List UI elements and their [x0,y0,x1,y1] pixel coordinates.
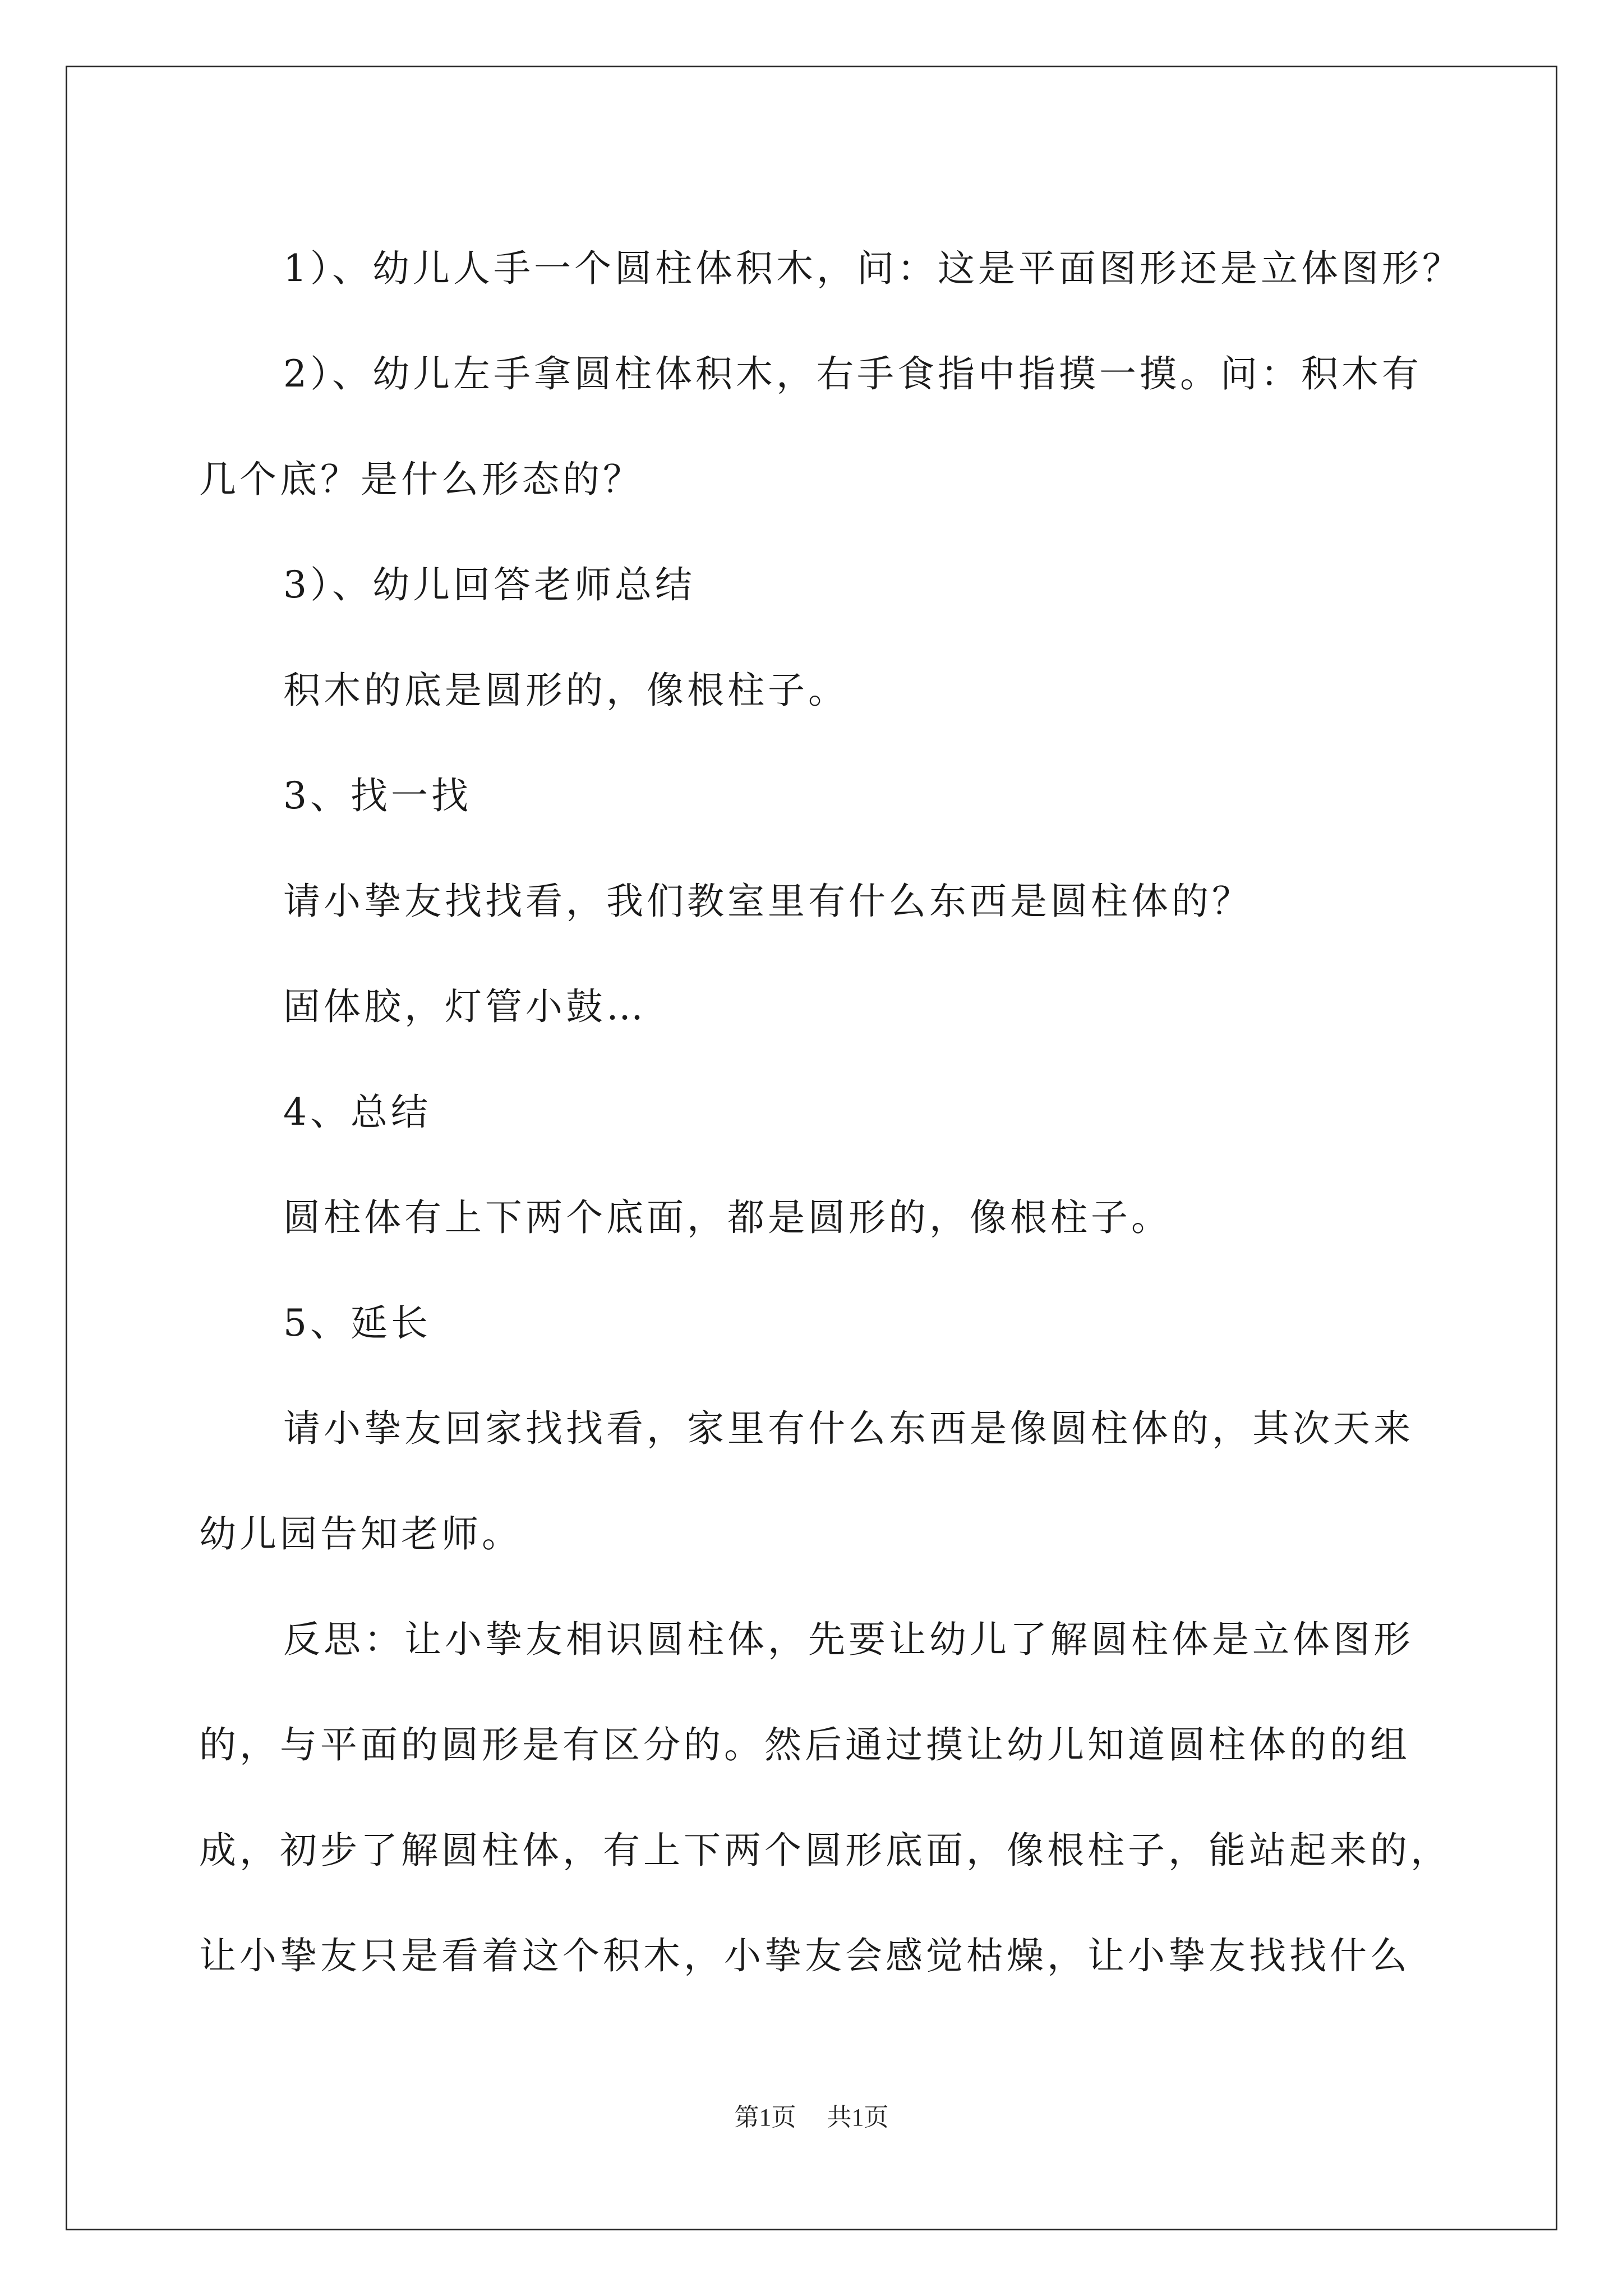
paragraph-line: 幼儿园告知老师。 [199,1512,522,1556]
paragraph-line: 让小挚友只是看着这个积木，小挚友会感觉枯燥，让小挚友找找什么 [199,1934,1410,1977]
paragraph-line: 2）、幼儿左手拿圆柱体积木，右手食指中指摸一摸。问：积木有 [283,352,1422,395]
paragraph-line: 反思：让小挚友相识圆柱体，先要让幼儿了解圆柱体是立体图形 [283,1618,1414,1661]
document-body [199,216,1463,2009]
paragraph-line: 固体胶，灯管小鼓… [283,985,647,1028]
paragraph-line: 1）、幼儿人手一个圆柱体积木，问：这是平面图形还是立体图形？ [283,247,1463,290]
paragraph-line: 几个底？是什么形态的？ [199,458,643,501]
section-heading: 5、延长 [283,1301,431,1345]
section-heading: 4、总结 [283,1091,431,1134]
paragraph-line: 圆柱体有上下两个底面，都是圆形的，像根柱子。 [283,1196,1172,1239]
page-footer [0,2097,1623,2133]
paragraph-line: 请小挚友回家找找看，家里有什么东西是像圆柱体的，其次天来 [283,1407,1414,1450]
paragraph-line: 请小挚友找找看，我们教室里有什么东西是圆柱体的？ [283,880,1252,923]
page-number: 第1页 [734,2104,796,2131]
paragraph-line: 3）、幼儿回答老师总结 [283,563,695,606]
paragraph-line: 积木的底是圆形的，像根柱子。 [283,669,849,712]
page-total: 共1页 [827,2104,889,2131]
paragraph-line: 成，初步了解圆柱体，有上下两个圆形底面，像根柱子，能站起来的， [199,1829,1451,1872]
paragraph-line: 的，与平面的圆形是有区分的。然后通过摸让幼儿知道圆柱体的的组 [199,1723,1410,1766]
section-heading: 3、找一找 [283,774,472,817]
